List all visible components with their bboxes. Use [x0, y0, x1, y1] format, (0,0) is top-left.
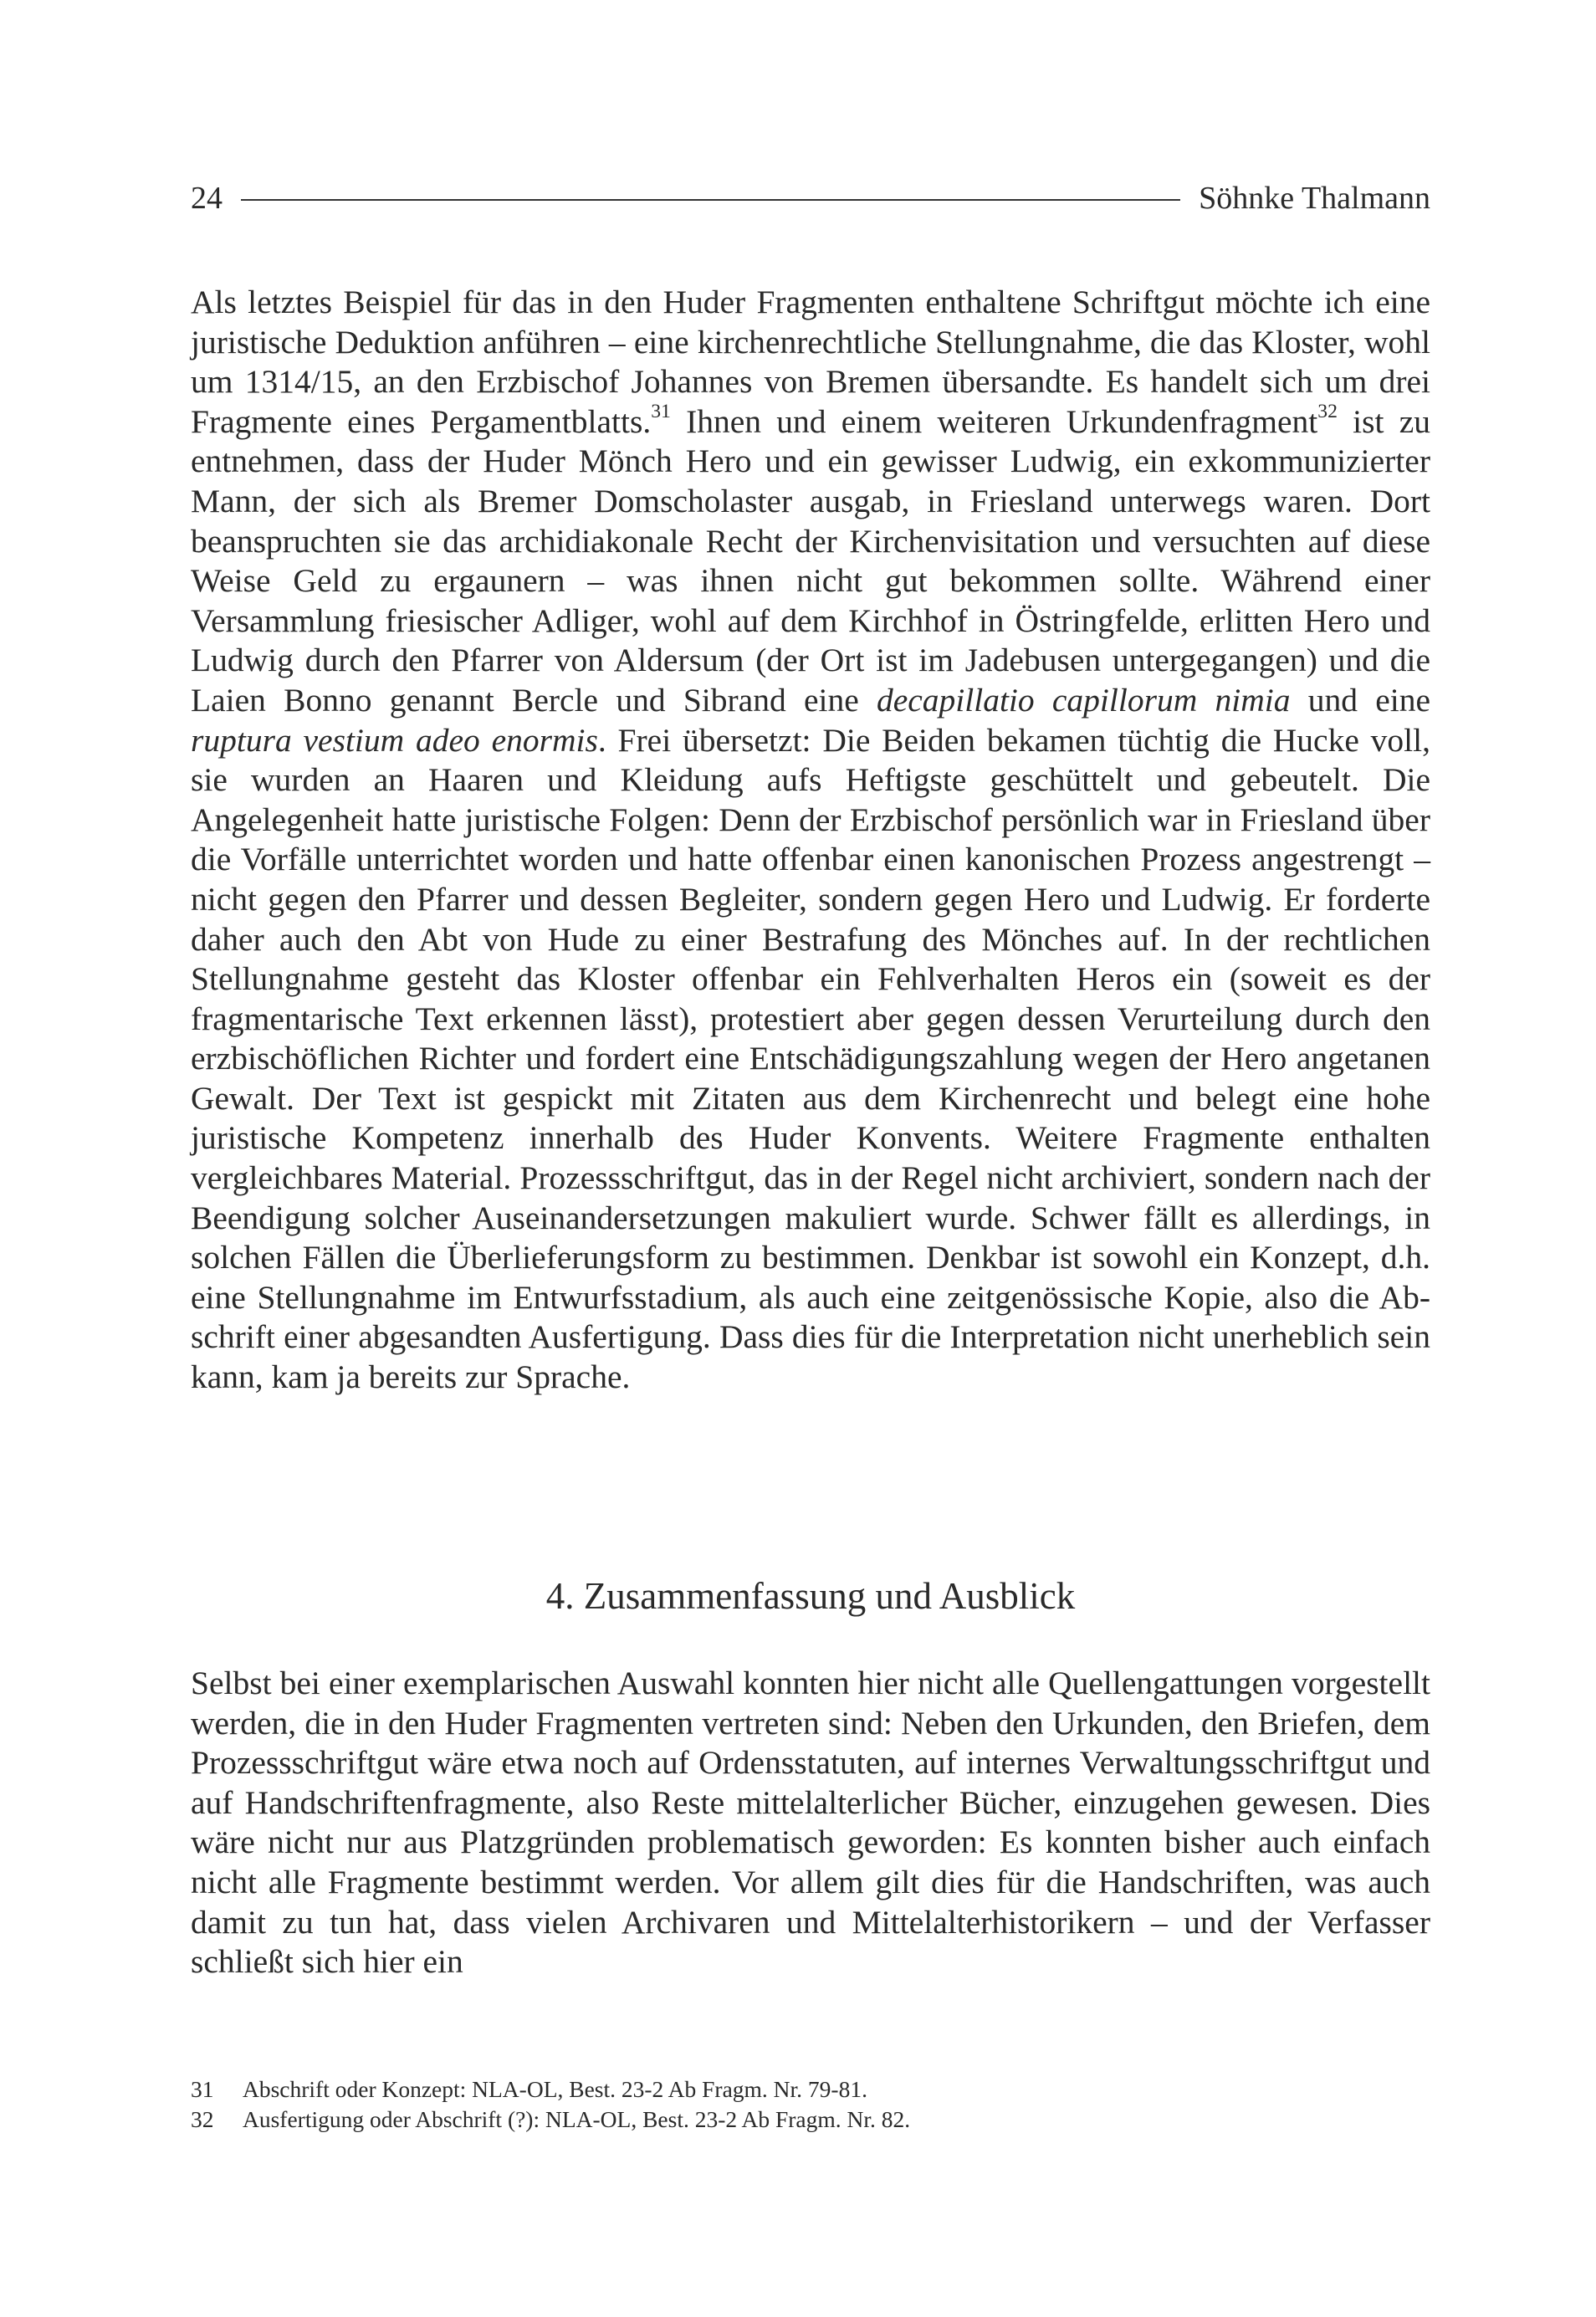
- body-text-paragraph: [191, 283, 1430, 1398]
- footnote-text: Ausfertigung oder Abschrift (?): NLA-OL, Best. 23-2 Ab Fragm. Nr. 82.: [243, 2106, 911, 2132]
- running-header: [191, 177, 1430, 219]
- footnote-ref: 31: [651, 401, 671, 423]
- latin-quote: ruptura vestium adeo enormis: [191, 721, 598, 759]
- page-number: 24: [191, 181, 223, 216]
- author-name: Söhnke Thalmann: [1199, 181, 1430, 216]
- text-run: Ihnen und einem weiteren Urkundenfragment: [670, 402, 1318, 440]
- latin-quote: decapillatio capillorum nimia: [876, 681, 1291, 719]
- text-run: und eine: [1290, 681, 1430, 719]
- text-run: . Frei übersetzt: Die Beiden bekamen tüchtig die Hucke voll, sie wurden an Haaren und Kleidung aufs Heftigste geschüttelt und gebeutelt. Die Angelegenheit hatte juristische Folgen: Denn der Erzbischof persönlich war in Friesland über die Vorfälle unterrichtet worden und hatte offenbar einen kanonischen Prozess angestrengt – nicht gegen den Pfarrer und dessen Begleiter, sondern gegen Hero und Ludwig. Er forderte daher auch den Abt von Hude zu einer Bestrafung des Mönches auf. In der rechtlichen Stellungnahme gesteht das Kloster offenbar ein Fehlverhalten Heros ein (soweit es der fragmentarische Text erkennen lässt), protestiert aber gegen dessen Verurteilung durch den erzbischöflichen Richter und fordert eine Entschädigungszahlung wegen der Hero angetanen Gewalt. Der Text ist gespickt mit Zitaten aus dem Kirchenrecht und belegt eine hohe juristische Kompetenz innerhalb des Huder Konvents. Weitere Fragmente enthalten vergleichbares Material. Prozessschriftgut, das in der Regel nicht archiviert, sondern nach der Beendigung solcher Auseinandersetzungen makuliert wurde. Schwer fällt es allerdings, in solchen Fällen die Überlieferungsform zu bestimmen. Denkbar ist sowohl ein Konzept, d.h. eine Stellungnahme im Entwurfsstadium, als auch eine zeitgenössische Kopie, also die Abschrift einer abgesandten Ausfertigung. Dass dies für die Interpretation nicht unerheblich sein kann, kam ja bereits zur Sprache.: [191, 721, 1430, 1396]
- section-heading: 4. Zusammenfassung und Ausblick: [545, 1575, 1076, 1617]
- footnote-number: 31: [191, 2076, 214, 2102]
- paragraph: [191, 283, 1430, 1398]
- text-run: ist zu entnehmen, dass der Huder Mönch Hero und ein gewisser Ludwig, ein exkommunizierter Mann, der sich als Bremer Domscholaster ausgab, in Friesland unterwegs waren. Dort beanspruchten sie das archidiakonale Recht der Kirchenvisitation und versuchten auf diese Weise Geld zu ergaunern – was ihnen nicht gut bekommen sollte. Während einer Versammlung friesischer Adliger, wohl auf dem Kirchhof in Östringfelde, erlitten Hero und Ludwig durch den Pfarrer von Aldersum (der Ort ist im Jadebusen untergegangen) und die Laien Bonno genannt Bercle und Sibrand eine: [191, 402, 1430, 719]
- footnote-text: Abschrift oder Konzept: NLA-OL, Best. 23-2 Ab Fragm. Nr. 79-81.: [243, 2076, 867, 2102]
- footnote: [191, 2074, 1430, 2105]
- text-run: Als letztes Beispiel für das in den Huder Fragmenten enthaltene Schriftgut möchte ich eine juristische Deduktion anführen – eine kirchenrechtliche Stellungnahme, die das Kloster, wohl um 1314/15, an den Erzbischof Johannes von Bremen übersandte. Es handelt sich um drei Fragmente eines Pergamentblatts.: [191, 284, 1430, 440]
- footnote-ref: 32: [1317, 401, 1338, 423]
- footnote-number: 32: [191, 2106, 214, 2132]
- body-text-paragraph: [191, 1664, 1430, 1982]
- paragraph: Selbst bei einer exemplarischen Auswahl konnten hier nicht alle Quellengattungen vorgestellt werden, die in den Huder Fragmenten vertreten sind: Neben den Urkunden, den Briefen, dem Prozessschriftgut wäre etwa noch auf Ordensstatuten, auf internes Verwaltungsschriftgut und auf Handschriftenfragmente, also Reste mittelalterlicher Bücher, einzugehen gewesen. Dies wäre nicht nur aus Platzgründen problematisch geworden: Es konnten bisher auch einfach nicht alle Fragmente bestimmt werden. Vor allem gilt dies für die Handschriften, was auch damit zu tun hat, dass vielen Archivaren und Mittelalterhistorikern – und der Verfasser schließt sich hier ein: [191, 1665, 1430, 1981]
- header-rule: [241, 199, 1180, 201]
- footnote: [191, 2105, 1430, 2135]
- footnotes: [191, 2074, 1430, 2135]
